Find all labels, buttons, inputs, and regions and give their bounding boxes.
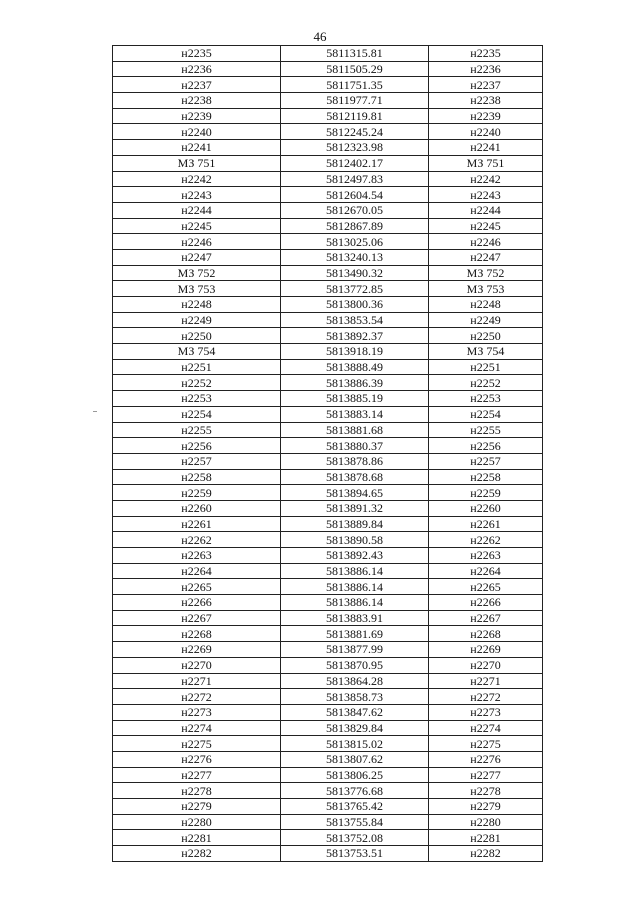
coordinate-cell: 5813870.95 bbox=[281, 657, 429, 673]
coordinate-cell: 5812245.24 bbox=[281, 124, 429, 140]
table-row bbox=[113, 93, 543, 109]
point-id-cell: н2277 bbox=[113, 767, 281, 783]
point-id-repeat-cell: МЗ 752 bbox=[429, 265, 543, 281]
point-id-repeat-cell: н2255 bbox=[429, 422, 543, 438]
coordinate-cell: 5813829.84 bbox=[281, 720, 429, 736]
coordinate-cell: 5813776.68 bbox=[281, 783, 429, 799]
table-row bbox=[113, 500, 543, 516]
table-row bbox=[113, 218, 543, 234]
coordinate-cell: 5811977.71 bbox=[281, 93, 429, 109]
table-row bbox=[113, 202, 543, 218]
table-row bbox=[113, 485, 543, 501]
point-id-cell: н2252 bbox=[113, 375, 281, 391]
point-id-cell: н2263 bbox=[113, 548, 281, 564]
point-id-repeat-cell: н2253 bbox=[429, 391, 543, 407]
coordinate-cell: 5813886.39 bbox=[281, 375, 429, 391]
table-row bbox=[113, 344, 543, 360]
table-row bbox=[113, 281, 543, 297]
table-row bbox=[113, 469, 543, 485]
point-id-cell: МЗ 753 bbox=[113, 281, 281, 297]
coordinate-cell: 5813883.14 bbox=[281, 406, 429, 422]
page-number: 46 bbox=[313, 29, 327, 44]
point-id-cell: н2282 bbox=[113, 846, 281, 862]
coordinate-cell: 5813772.85 bbox=[281, 281, 429, 297]
point-id-repeat-cell: н2282 bbox=[429, 846, 543, 862]
coordinate-cell: 5813889.84 bbox=[281, 516, 429, 532]
point-id-repeat-cell: МЗ 751 bbox=[429, 155, 543, 171]
table-row bbox=[113, 767, 543, 783]
coordinate-cell: 5813853.54 bbox=[281, 312, 429, 328]
table-row bbox=[113, 532, 543, 548]
coordinate-cell: 5813881.68 bbox=[281, 422, 429, 438]
coordinate-cell: 5813890.58 bbox=[281, 532, 429, 548]
table-row bbox=[113, 563, 543, 579]
point-id-repeat-cell: н2281 bbox=[429, 830, 543, 846]
table-row bbox=[113, 77, 543, 93]
point-id-cell: н2261 bbox=[113, 516, 281, 532]
table-row bbox=[113, 751, 543, 767]
point-id-repeat-cell: н2239 bbox=[429, 108, 543, 124]
point-id-cell: н2255 bbox=[113, 422, 281, 438]
point-id-cell: н2250 bbox=[113, 328, 281, 344]
point-id-repeat-cell: н2259 bbox=[429, 485, 543, 501]
table-row bbox=[113, 328, 543, 344]
point-id-cell: н2269 bbox=[113, 642, 281, 658]
point-id-repeat-cell: н2240 bbox=[429, 124, 543, 140]
point-id-cell: н2246 bbox=[113, 234, 281, 250]
point-id-cell: н2254 bbox=[113, 406, 281, 422]
table-row bbox=[113, 642, 543, 658]
point-id-repeat-cell: н2264 bbox=[429, 563, 543, 579]
coordinate-cell: 5812670.05 bbox=[281, 202, 429, 218]
coordinate-cell: 5811751.35 bbox=[281, 77, 429, 93]
point-id-repeat-cell: н2236 bbox=[429, 61, 543, 77]
table-row bbox=[113, 689, 543, 705]
table-row bbox=[113, 406, 543, 422]
table-row bbox=[113, 579, 543, 595]
coordinate-cell: 5813807.62 bbox=[281, 751, 429, 767]
coordinate-cell: 5813894.65 bbox=[281, 485, 429, 501]
coordinate-cell: 5813888.49 bbox=[281, 359, 429, 375]
coordinates-table-body bbox=[113, 46, 543, 862]
point-id-cell: н2258 bbox=[113, 469, 281, 485]
point-id-repeat-cell: н2265 bbox=[429, 579, 543, 595]
coordinate-cell: 5813886.14 bbox=[281, 579, 429, 595]
table-row bbox=[113, 453, 543, 469]
point-id-repeat-cell: н2279 bbox=[429, 799, 543, 815]
coordinate-cell: 5813886.14 bbox=[281, 563, 429, 579]
coordinate-cell: 5813878.68 bbox=[281, 469, 429, 485]
point-id-cell: н2241 bbox=[113, 140, 281, 156]
table-row bbox=[113, 673, 543, 689]
coordinate-cell: 5813025.06 bbox=[281, 234, 429, 250]
table-row bbox=[113, 297, 543, 313]
point-id-cell: н2248 bbox=[113, 297, 281, 313]
point-id-repeat-cell: н2270 bbox=[429, 657, 543, 673]
point-id-cell: н2240 bbox=[113, 124, 281, 140]
point-id-repeat-cell: н2272 bbox=[429, 689, 543, 705]
table-row bbox=[113, 438, 543, 454]
point-id-repeat-cell: МЗ 753 bbox=[429, 281, 543, 297]
coordinate-cell: 5813858.73 bbox=[281, 689, 429, 705]
table-row bbox=[113, 155, 543, 171]
point-id-repeat-cell: н2260 bbox=[429, 500, 543, 516]
table-row bbox=[113, 736, 543, 752]
point-id-cell: н2265 bbox=[113, 579, 281, 595]
point-id-cell: н2280 bbox=[113, 814, 281, 830]
coordinate-cell: 5812323.98 bbox=[281, 140, 429, 156]
point-id-repeat-cell: н2250 bbox=[429, 328, 543, 344]
table-row bbox=[113, 783, 543, 799]
point-id-cell: н2253 bbox=[113, 391, 281, 407]
point-id-repeat-cell: н2256 bbox=[429, 438, 543, 454]
point-id-repeat-cell: н2274 bbox=[429, 720, 543, 736]
coordinate-cell: 5812119.81 bbox=[281, 108, 429, 124]
point-id-repeat-cell: н2275 bbox=[429, 736, 543, 752]
point-id-cell: н2242 bbox=[113, 171, 281, 187]
point-id-repeat-cell: н2261 bbox=[429, 516, 543, 532]
point-id-cell: н2249 bbox=[113, 312, 281, 328]
point-id-repeat-cell: н2278 bbox=[429, 783, 543, 799]
coordinate-cell: 5812497.83 bbox=[281, 171, 429, 187]
coordinate-cell: 5813878.86 bbox=[281, 453, 429, 469]
coordinate-cell: 5813755.84 bbox=[281, 814, 429, 830]
coordinate-cell: 5813800.36 bbox=[281, 297, 429, 313]
point-id-cell: н2260 bbox=[113, 500, 281, 516]
point-id-repeat-cell: н2246 bbox=[429, 234, 543, 250]
coordinate-cell: 5813864.28 bbox=[281, 673, 429, 689]
point-id-cell: н2275 bbox=[113, 736, 281, 752]
table-row bbox=[113, 187, 543, 203]
table-row bbox=[113, 312, 543, 328]
coordinate-cell: 5812604.54 bbox=[281, 187, 429, 203]
coordinate-cell: 5813918.19 bbox=[281, 344, 429, 360]
point-id-cell: н2266 bbox=[113, 595, 281, 611]
point-id-cell: н2243 bbox=[113, 187, 281, 203]
coordinate-cell: 5813880.37 bbox=[281, 438, 429, 454]
point-id-repeat-cell: н2238 bbox=[429, 93, 543, 109]
coordinate-cell: 5811315.81 bbox=[281, 46, 429, 62]
point-id-cell: н2235 bbox=[113, 46, 281, 62]
point-id-cell: н2262 bbox=[113, 532, 281, 548]
point-id-repeat-cell: н2242 bbox=[429, 171, 543, 187]
point-id-repeat-cell: н2244 bbox=[429, 202, 543, 218]
table-row bbox=[113, 548, 543, 564]
coordinate-cell: 5813752.08 bbox=[281, 830, 429, 846]
coordinate-cell: 5813885.19 bbox=[281, 391, 429, 407]
point-id-repeat-cell: н2277 bbox=[429, 767, 543, 783]
table-row bbox=[113, 657, 543, 673]
point-id-repeat-cell: н2280 bbox=[429, 814, 543, 830]
coordinate-cell: 5813881.69 bbox=[281, 626, 429, 642]
coordinate-cell: 5813892.37 bbox=[281, 328, 429, 344]
point-id-cell: н2238 bbox=[113, 93, 281, 109]
point-id-repeat-cell: н2251 bbox=[429, 359, 543, 375]
point-id-cell: н2256 bbox=[113, 438, 281, 454]
coordinate-cell: 5813892.43 bbox=[281, 548, 429, 564]
coordinate-cell: 5813815.02 bbox=[281, 736, 429, 752]
table-row bbox=[113, 814, 543, 830]
point-id-repeat-cell: н2276 bbox=[429, 751, 543, 767]
point-id-cell: н2274 bbox=[113, 720, 281, 736]
coordinate-cell: 5813753.51 bbox=[281, 846, 429, 862]
point-id-cell: н2279 bbox=[113, 799, 281, 815]
coordinate-cell: 5812867.89 bbox=[281, 218, 429, 234]
point-id-cell: МЗ 752 bbox=[113, 265, 281, 281]
point-id-repeat-cell: н2258 bbox=[429, 469, 543, 485]
point-id-repeat-cell: н2245 bbox=[429, 218, 543, 234]
table-row bbox=[113, 234, 543, 250]
point-id-cell: н2273 bbox=[113, 704, 281, 720]
point-id-repeat-cell: н2266 bbox=[429, 595, 543, 611]
table-row bbox=[113, 124, 543, 140]
point-id-repeat-cell: н2269 bbox=[429, 642, 543, 658]
point-id-cell: н2281 bbox=[113, 830, 281, 846]
point-id-cell: н2267 bbox=[113, 610, 281, 626]
point-id-repeat-cell: н2257 bbox=[429, 453, 543, 469]
coordinate-cell: 5813883.91 bbox=[281, 610, 429, 626]
table-row bbox=[113, 265, 543, 281]
coordinate-cell: 5813490.32 bbox=[281, 265, 429, 281]
table-row bbox=[113, 846, 543, 862]
point-id-cell: н2244 bbox=[113, 202, 281, 218]
point-id-cell: н2237 bbox=[113, 77, 281, 93]
point-id-repeat-cell: н2237 bbox=[429, 77, 543, 93]
table-row bbox=[113, 249, 543, 265]
table-row bbox=[113, 720, 543, 736]
point-id-cell: н2270 bbox=[113, 657, 281, 673]
point-id-repeat-cell: н2268 bbox=[429, 626, 543, 642]
point-id-repeat-cell: н2252 bbox=[429, 375, 543, 391]
table-row bbox=[113, 61, 543, 77]
point-id-cell: н2259 bbox=[113, 485, 281, 501]
table-row bbox=[113, 595, 543, 611]
table-row bbox=[113, 704, 543, 720]
table-row bbox=[113, 46, 543, 62]
table-row bbox=[113, 626, 543, 642]
point-id-repeat-cell: н2248 bbox=[429, 297, 543, 313]
coordinate-cell: 5813877.99 bbox=[281, 642, 429, 658]
point-id-repeat-cell: н2273 bbox=[429, 704, 543, 720]
margin-mark bbox=[93, 411, 97, 412]
point-id-repeat-cell: МЗ 754 bbox=[429, 344, 543, 360]
table-row bbox=[113, 799, 543, 815]
coordinate-cell: 5813891.32 bbox=[281, 500, 429, 516]
point-id-repeat-cell: н2267 bbox=[429, 610, 543, 626]
table-row bbox=[113, 610, 543, 626]
coordinate-cell: 5813806.25 bbox=[281, 767, 429, 783]
table-row bbox=[113, 830, 543, 846]
table-row bbox=[113, 375, 543, 391]
table-row bbox=[113, 171, 543, 187]
point-id-repeat-cell: н2241 bbox=[429, 140, 543, 156]
point-id-cell: н2272 bbox=[113, 689, 281, 705]
point-id-repeat-cell: н2262 bbox=[429, 532, 543, 548]
table-row bbox=[113, 359, 543, 375]
point-id-repeat-cell: н2271 bbox=[429, 673, 543, 689]
coordinate-cell: 5811505.29 bbox=[281, 61, 429, 77]
coordinate-cell: 5812402.17 bbox=[281, 155, 429, 171]
point-id-cell: н2247 bbox=[113, 249, 281, 265]
point-id-repeat-cell: н2254 bbox=[429, 406, 543, 422]
coordinates-table bbox=[112, 45, 543, 862]
point-id-cell: н2257 bbox=[113, 453, 281, 469]
point-id-cell: н2245 bbox=[113, 218, 281, 234]
point-id-cell: н2236 bbox=[113, 61, 281, 77]
point-id-cell: н2271 bbox=[113, 673, 281, 689]
table-row bbox=[113, 140, 543, 156]
point-id-cell: н2276 bbox=[113, 751, 281, 767]
point-id-repeat-cell: н2263 bbox=[429, 548, 543, 564]
point-id-cell: МЗ 751 bbox=[113, 155, 281, 171]
point-id-cell: н2268 bbox=[113, 626, 281, 642]
coordinate-cell: 5813847.62 bbox=[281, 704, 429, 720]
point-id-repeat-cell: н2243 bbox=[429, 187, 543, 203]
coordinate-cell: 5813765.42 bbox=[281, 799, 429, 815]
point-id-cell: н2251 bbox=[113, 359, 281, 375]
point-id-repeat-cell: н2235 bbox=[429, 46, 543, 62]
coordinate-cell: 5813886.14 bbox=[281, 595, 429, 611]
table-row bbox=[113, 516, 543, 532]
point-id-cell: н2264 bbox=[113, 563, 281, 579]
table-row bbox=[113, 422, 543, 438]
table-row bbox=[113, 391, 543, 407]
coordinate-cell: 5813240.13 bbox=[281, 249, 429, 265]
table-row bbox=[113, 108, 543, 124]
point-id-cell: н2278 bbox=[113, 783, 281, 799]
point-id-cell: н2239 bbox=[113, 108, 281, 124]
point-id-repeat-cell: н2249 bbox=[429, 312, 543, 328]
point-id-repeat-cell: н2247 bbox=[429, 249, 543, 265]
point-id-cell: МЗ 754 bbox=[113, 344, 281, 360]
